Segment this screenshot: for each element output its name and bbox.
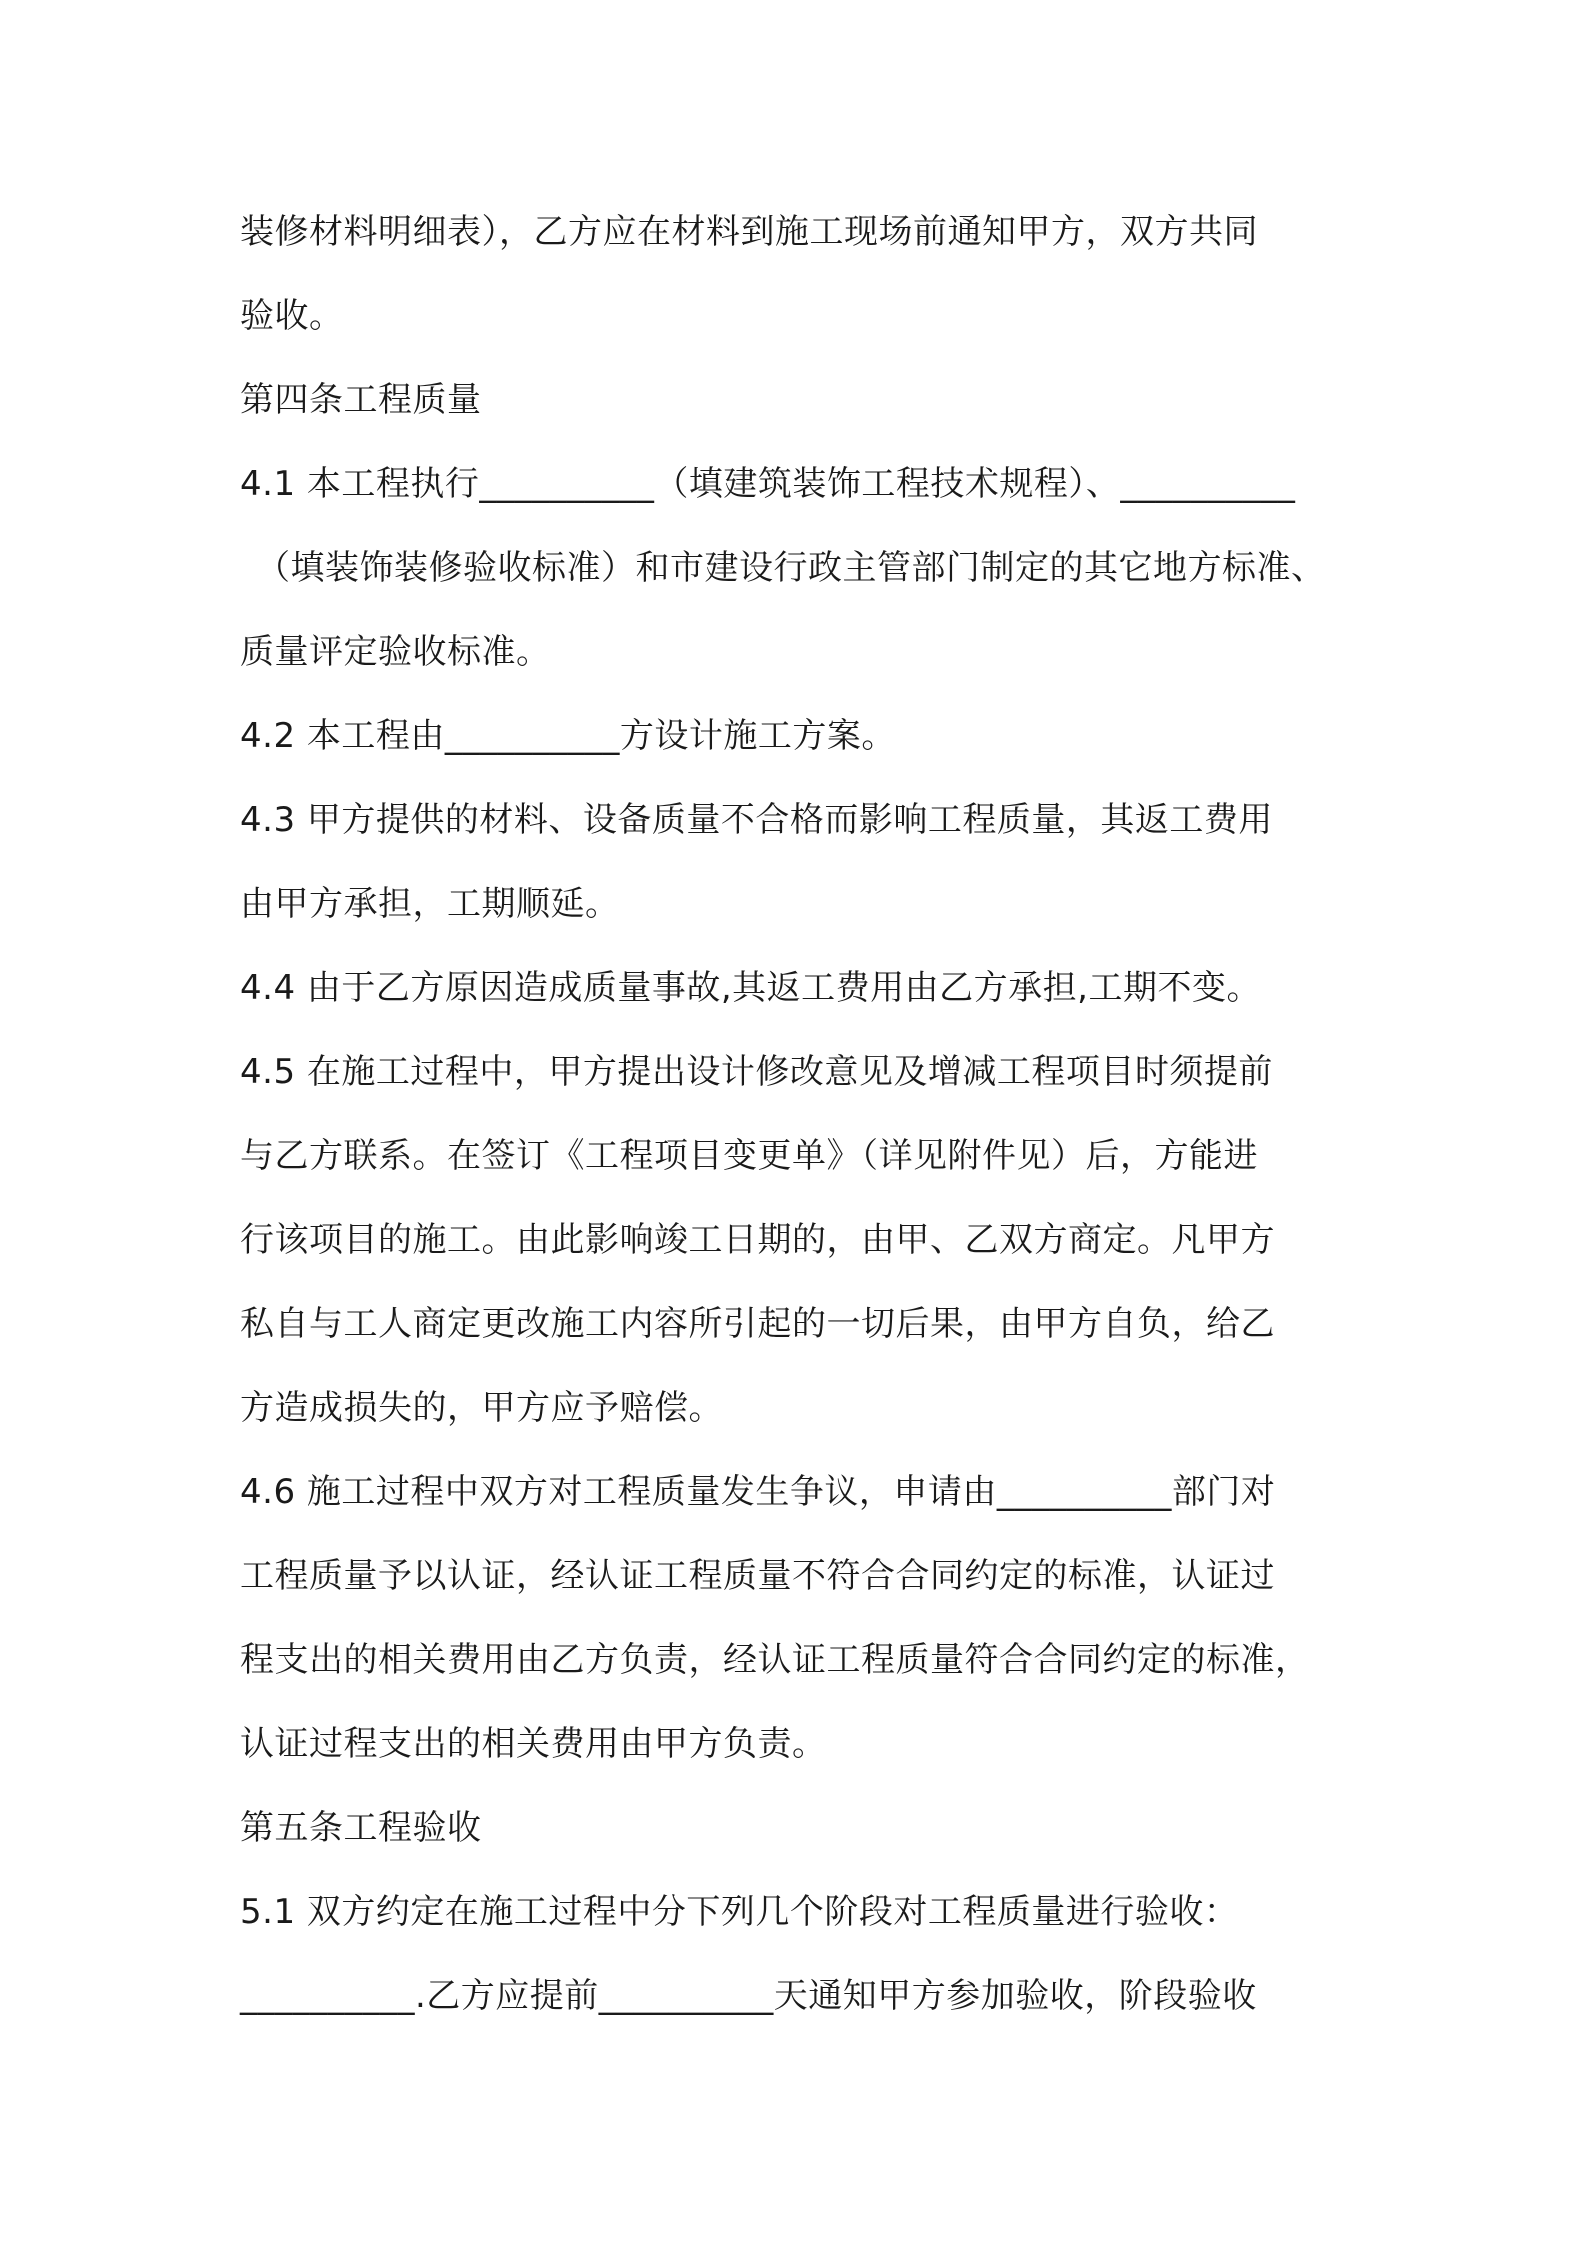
text-line: 与乙方联系。在签订《工程项目变更单》（详见附件见）后，方能进 bbox=[240, 1136, 1258, 1176]
text-line: 认证过程支出的相关费用由甲方负责。 bbox=[240, 1724, 827, 1764]
text-line: 方造成损失的，甲方应予赔偿。 bbox=[240, 1388, 723, 1428]
clause-4-4: 4.4 由于乙方原因造成质量事故,其返工费用由乙方承担,工期不变。 bbox=[240, 968, 1261, 1008]
clause-4-2: 4.2 本工程由__________方设计施工方案。 bbox=[240, 716, 896, 756]
text-line: 验收。 bbox=[240, 296, 344, 336]
section-heading-5: 第五条工程验收 bbox=[240, 1808, 482, 1848]
clause-5-1: 5.1 双方约定在施工过程中分下列几个阶段对工程质量进行验收： bbox=[240, 1892, 1239, 1932]
text-line: 质量评定验收标准。 bbox=[240, 632, 551, 672]
text-line: 程支出的相关费用由乙方负责，经认证工程质量符合合同约定的标准， bbox=[240, 1640, 1310, 1680]
text-line: __________.乙方应提前__________天通知甲方参加验收，阶段验收 bbox=[240, 1976, 1257, 2016]
clause-4-3: 4.3 甲方提供的材料、设备质量不合格而影响工程质量，其返工费用 bbox=[240, 800, 1273, 840]
clause-4-1: 4.1 本工程执行__________（填建筑装饰工程技术规程）、__________ bbox=[240, 464, 1296, 504]
section-heading-4: 第四条工程质量 bbox=[240, 380, 482, 420]
clause-4-6: 4.6 施工过程中双方对工程质量发生争议，申请由__________部门对 bbox=[240, 1472, 1276, 1512]
document-body bbox=[240, 190, 1380, 2038]
text-line: （填装饰装修验收标准）和市建设行政主管部门制定的其它地方标准、 bbox=[256, 548, 1326, 588]
text-line: 行该项目的施工。由此影响竣工日期的，由甲、乙双方商定。凡甲方 bbox=[240, 1220, 1275, 1260]
text-line: 私自与工人商定更改施工内容所引起的一切后果，由甲方自负，给乙 bbox=[240, 1304, 1275, 1344]
clause-4-5: 4.5 在施工过程中，甲方提出设计修改意见及增减工程项目时须提前 bbox=[240, 1052, 1273, 1092]
text-line: 由甲方承担，工期顺延。 bbox=[240, 884, 620, 924]
text-line: 工程质量予以认证，经认证工程质量不符合合同约定的标准，认证过 bbox=[240, 1556, 1275, 1596]
text-line: 装修材料明细表），乙方应在材料到施工现场前通知甲方，双方共同 bbox=[240, 212, 1258, 252]
